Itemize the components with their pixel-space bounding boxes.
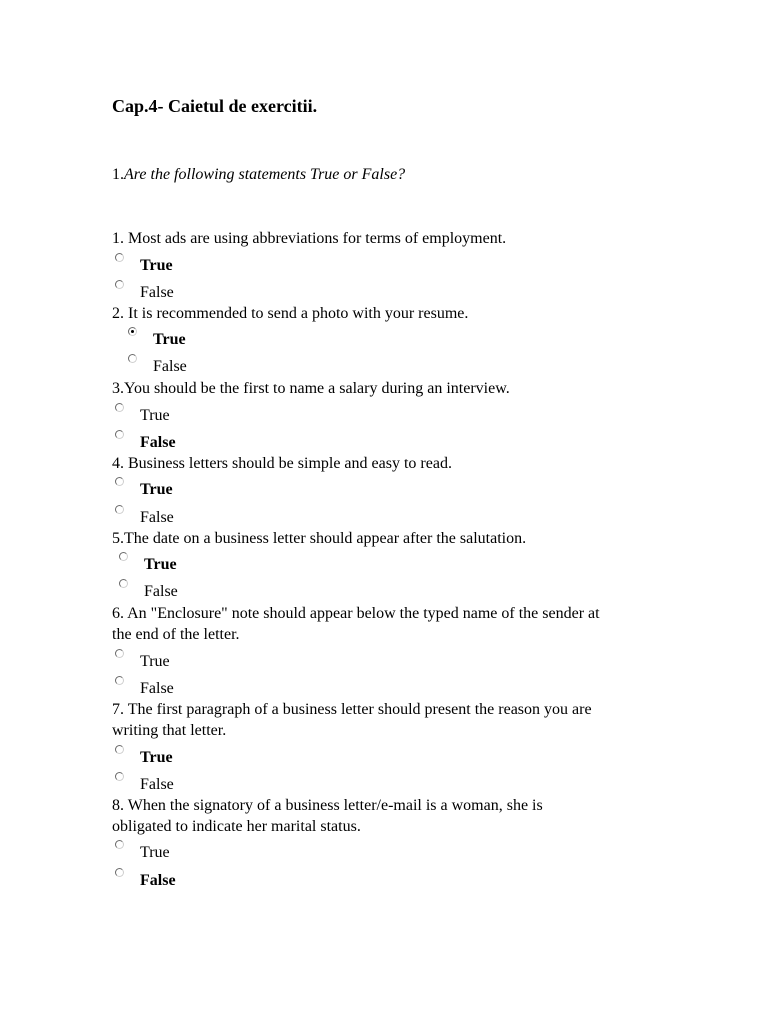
exercise-number: 1. — [112, 166, 124, 183]
radio-button[interactable] — [115, 403, 124, 412]
option-label: False — [140, 776, 174, 793]
question-text-line-2: writing that letter. — [112, 722, 227, 739]
question-text: 4. Business letters should be simple and easy to read. — [112, 455, 452, 472]
radio-button[interactable] — [119, 579, 128, 588]
question-5 — [112, 528, 672, 549]
question-text: 1. Most ads are using abbreviations for terms of employment. — [112, 230, 507, 247]
question-4 — [112, 453, 672, 474]
radio-button[interactable] — [115, 505, 124, 514]
option-label: True — [140, 844, 170, 861]
radio-button[interactable] — [119, 552, 128, 561]
radio-button[interactable] — [115, 253, 124, 262]
radio-button[interactable] — [115, 477, 124, 486]
exercise-prompt: Are the following statements True or False? — [124, 166, 406, 183]
radio-button[interactable] — [115, 280, 124, 289]
option-label: True — [140, 653, 170, 670]
option-label: False — [140, 284, 174, 301]
radio-button[interactable] — [115, 840, 124, 849]
option-label: False — [140, 872, 176, 889]
question-8 — [112, 795, 672, 837]
option-label: False — [140, 680, 174, 697]
page-title: Cap.4- Caietul de exercitii. — [112, 96, 318, 116]
question-text-line-1: 8. When the signatory of a business letter/e-mail is a woman, she is — [112, 797, 543, 814]
question-text-line-2: obligated to indicate her marital status. — [112, 818, 361, 835]
radio-button[interactable] — [115, 868, 124, 877]
option-label: False — [144, 583, 178, 600]
radio-button[interactable] — [115, 430, 124, 439]
option-label: False — [140, 434, 176, 451]
question-text-line-1: 6. An "Enclosure" note should appear below the typed name of the sender at — [112, 605, 600, 622]
option-label: True — [140, 481, 173, 498]
question-text-line-2: the end of the letter. — [112, 626, 240, 643]
option-label: True — [153, 331, 186, 348]
radio-button[interactable] — [115, 745, 124, 754]
question-1 — [112, 228, 672, 249]
exercise-instruction — [112, 166, 405, 184]
question-2 — [112, 303, 672, 324]
question-3 — [112, 378, 672, 399]
radio-button-selected[interactable] — [128, 327, 137, 336]
option-label: True — [140, 407, 170, 424]
question-text: 2. It is recommended to send a photo with your resume. — [112, 305, 469, 322]
question-text: 5.The date on a business letter should appear after the salutation. — [112, 530, 527, 547]
question-text-line-1: 7. The first paragraph of a business letter should present the reason you are — [112, 701, 592, 718]
question-text: 3.You should be the first to name a salary during an interview. — [112, 380, 510, 397]
question-6 — [112, 603, 672, 645]
option-label: True — [144, 556, 177, 573]
option-label: False — [153, 358, 187, 375]
option-label: True — [140, 257, 173, 274]
radio-button[interactable] — [115, 772, 124, 781]
radio-button[interactable] — [115, 649, 124, 658]
radio-button[interactable] — [115, 676, 124, 685]
radio-button[interactable] — [128, 354, 137, 363]
option-label: False — [140, 509, 174, 526]
option-label: True — [140, 749, 173, 766]
question-7 — [112, 699, 672, 741]
